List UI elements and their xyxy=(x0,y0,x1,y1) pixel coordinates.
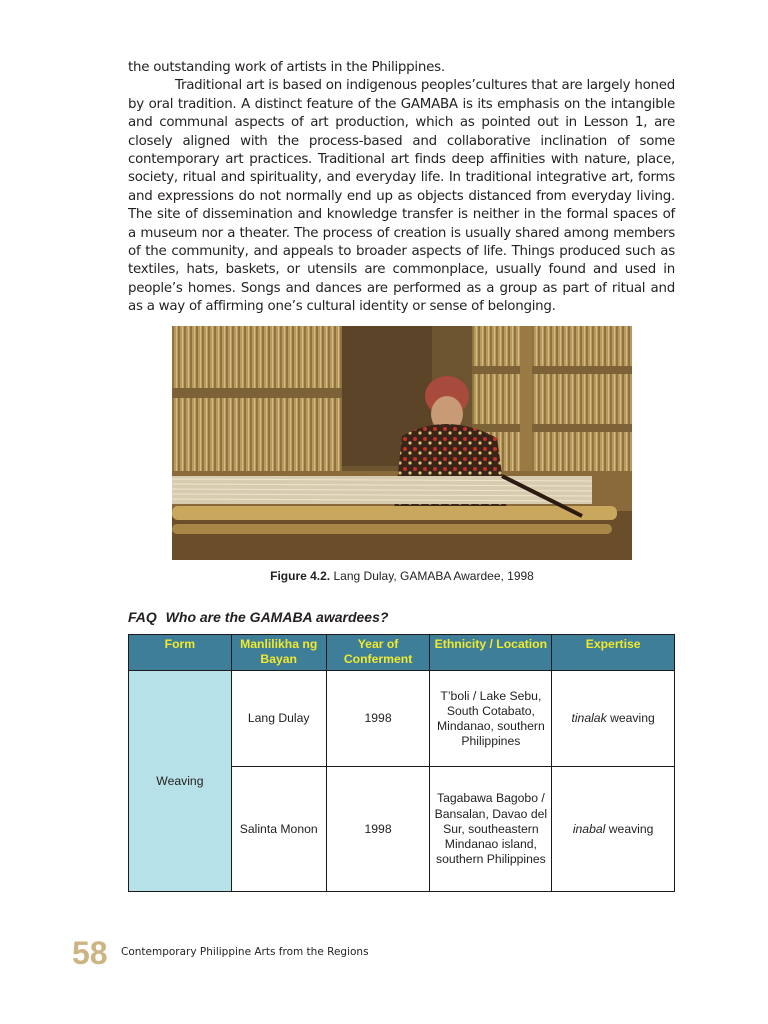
lead-line: the outstanding work of artists in the Philippines. xyxy=(128,60,445,75)
table-row xyxy=(129,671,675,767)
header-year: Year of Conferment xyxy=(326,635,430,671)
header-form: Form xyxy=(129,635,232,671)
expertise-term: tinalak xyxy=(571,711,607,726)
body-paragraph: Traditional art is based on indigenous peoples’cultures that are largely honed by oral tradition. A distinct feature of the GAMABA is its emphasis on the intangible and communal aspects of art production, which as pointed out in Lesson 1, are closely aligned with the process-based and collaborative inclination of some contemporary art practices. Traditional art finds deep affinities with nature, place, society, ritual and spirituality, and everyday life. In traditional integrative art, forms and expressions do not normally end up as objects distanced from everyday living. The site of dissemination and knowledge transfer is neither in the formal spaces of a museum nor a theater. The process of creation is usually shared among members of the community, and appeals to broader aspects of life. Things produced such as textiles, hats, baskets, or utensils are commonplace, usually found and used in people’s homes. Songs and dances are performed as a group as part of ritual and as a way of affirming one’s cultural identity or sense of belonging. xyxy=(128,78,675,315)
page-number: 58 xyxy=(72,935,108,971)
faq-question: Who are the GAMABA awardees? xyxy=(165,609,389,625)
figure-label: Figure 4.2. xyxy=(270,569,331,583)
weaver-photo xyxy=(172,326,632,560)
header-artist: Manlilikha ng Bayan xyxy=(231,635,326,671)
header-expertise: Expertise xyxy=(552,635,675,671)
footer-title: Contemporary Philippine Arts from the Regions xyxy=(121,946,369,958)
expertise-rest: weaving xyxy=(610,711,655,726)
faq-tag: FAQ xyxy=(128,609,157,625)
expertise-cell xyxy=(552,671,675,767)
faq-heading xyxy=(128,609,388,625)
ethnicity-cell: Tagabawa Bagobo / Bansalan, Davao del Sur, southeastern Mindanao island, southern Philippines xyxy=(430,767,552,892)
form-cell: Weaving xyxy=(129,671,232,892)
figure-caption xyxy=(172,569,632,583)
expertise-rest: weaving xyxy=(608,821,654,836)
artist-cell: Salinta Monon xyxy=(231,767,326,892)
artist-cell: Lang Dulay xyxy=(231,671,326,767)
figure-text: Lang Dulay, GAMABA Awardee, 1998 xyxy=(333,569,534,583)
header-ethnicity: Ethnicity / Location xyxy=(430,635,552,671)
ethnicity-cell: T’boli / Lake Sebu, South Cotabato, Mindanao, southern Philippines xyxy=(430,671,552,767)
table-header-row xyxy=(129,635,675,671)
awardees-table xyxy=(128,634,675,892)
expertise-term: inabal xyxy=(572,821,606,836)
body-text xyxy=(128,59,675,317)
year-cell: 1998 xyxy=(326,671,430,767)
expertise-cell xyxy=(552,767,675,892)
year-cell: 1998 xyxy=(326,767,430,892)
